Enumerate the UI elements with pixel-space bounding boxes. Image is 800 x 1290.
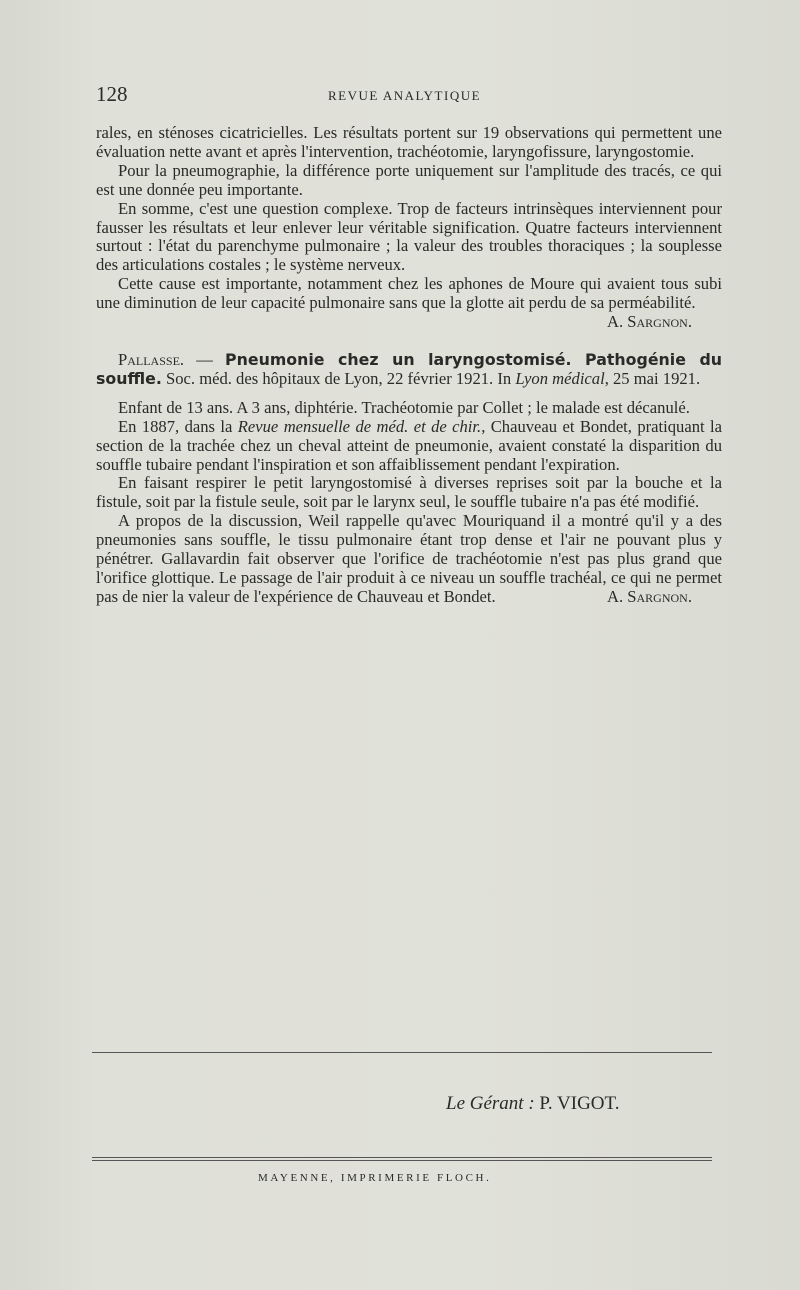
article2-paragraph-4 [96,512,722,607]
article1-paragraph-3: En somme, c'est une question complexe. Trop de facteurs intrinsèques interviennent pour fausser les résultats et leur enlever leur véritable signification. Quatre facteurs interviennent surtout : l'état du parenchyme pulmonaire ; la valeur des troubles thoraciques ; la souplesse des articulations costales ; le système nerveux. [96,198,722,275]
article1-paragraph-4 [96,275,722,332]
article2-paragraph-2-a: En 1887, dans la [118,416,238,436]
article2-date: , 25 mai 1921. [604,368,701,388]
article2-signature: A. Sargnon. [607,586,692,606]
article2-paragraph-2 [96,418,722,475]
page-header [96,82,716,112]
gerant-line [446,1093,619,1115]
article2-heading [96,351,722,389]
article1-paragraph-2: Pour la pneumographie, la différence porte uniquement sur l'amplitude des tracés, ce qui est une donnée peu importante. [96,160,722,199]
article2-paragraph-2-b: , Chauveau et Bondet, pratiquant la section de la trachée chez un cheval atteint de pneumonie, avaient constaté la disparition du souffle tubaire pendant l'inspiration et son affaiblissement pendant l'expiration. [96,416,722,474]
running-title: REVUE ANALYTIQUE [328,88,482,103]
divider-bottom [92,1157,712,1161]
article2-journal: Lyon médical [515,368,605,388]
section-gap [96,332,722,351]
article2-dash: — [184,349,226,369]
article1-paragraph-1: rales, en sténoses cicatricielles. Les résultats portent sur 19 observations qui permettent une évaluation nette avant et après l'intervention, trachéotomie, laryngofissure, laryngostomie. [96,123,722,161]
article2-paragraph-2-journal: Revue mensuelle de méd. et de chir. [237,416,482,436]
article1-signature: A. Sargnon. [607,312,692,332]
page-number: 128 [96,82,128,106]
divider-top [92,1052,712,1053]
article2-source: Soc. méd. des hôpitaux de Lyon, 22 février 1921. In [161,368,516,388]
article2-title: Pneumonie chez un laryngostomisé. Pathogénie du souffle. [96,349,723,388]
gerant-name: P. VIGOT. [534,1093,620,1114]
printer-imprint: MAYENNE, IMPRIMERIE FLOCH. [258,1172,492,1184]
gerant-label: Le Gérant : [446,1093,535,1114]
article2-author: Pallasse. [118,349,185,369]
article2-paragraph-4-text: A propos de la discussion, Weil rappelle qu'avec Mouriquand il a montré qu'il y a des pneumonies sans souffle, le tissu pulmonaire étant trop dense et l'air ne pouvant plus y pénétrer. Gallavardin fait observer que l'orifice de trachéotomie n'est pas plus grand que l'orifice glottique. Le passage de l'air produit à ce niveau un souffle trachéal, ce qui ne permet pas de nier la valeur de l'expérience de Chauveau et Bondet. [96,511,722,606]
article1-paragraph-4-text: Cette cause est importante, notamment chez les aphones de Moure qui avaient tous subi une diminution de leur capacité pulmonaire sans que la glotte ait perdu de sa perméabilité. [96,274,722,313]
article2-paragraph-1: Enfant de 13 ans. A 3 ans, diphtérie. Trachéotomie par Collet ; le malade est décanulé. [118,397,690,417]
body-text [96,124,722,607]
article2-paragraph-3: En faisant respirer le petit laryngostomisé à diverses reprises soit par la bouche et la fistule, soit par la fistule seule, soit par le larynx seul, le souffle tubaire n'a pas été modifié. [96,473,722,512]
